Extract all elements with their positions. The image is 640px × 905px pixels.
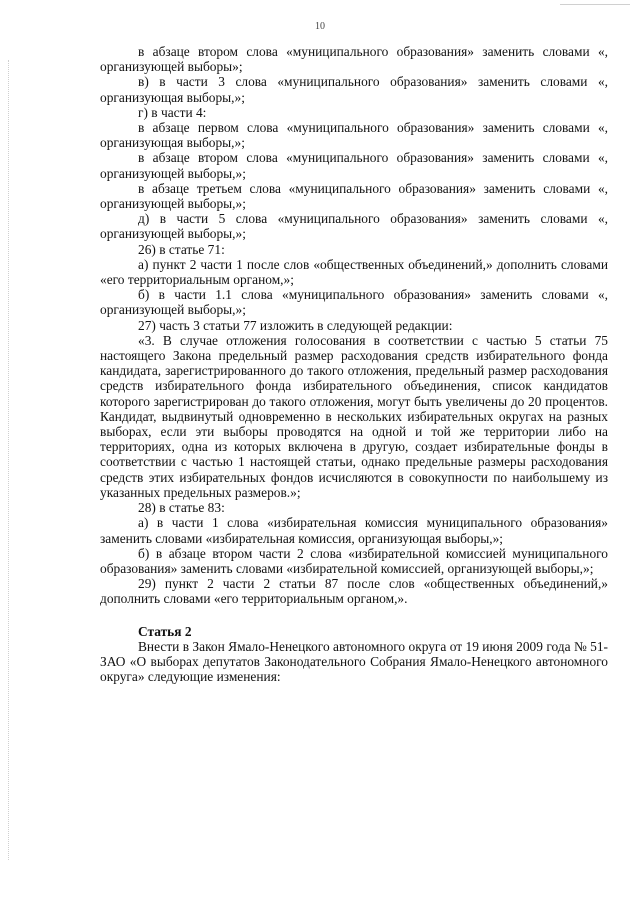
page-number: 10 xyxy=(315,21,325,32)
paragraph-8: 26) в статье 71: xyxy=(138,241,225,257)
paragraph-7: д) в части 5 слова «муниципального образования» заменить словами «, организующей выборы,»; xyxy=(100,211,608,242)
paragraph-14: а) в части 1 слова «избирательная комиссия муниципального образования» заменить словами «избирательная комиссия, организующая выборы,»; xyxy=(100,515,608,546)
article-heading: Статья 2 xyxy=(138,623,192,639)
paragraph-16: 29) пункт 2 части 2 статьи 87 после слов «общественных объединений,» дополнить словами «его территориальным органом,». xyxy=(100,576,608,607)
paragraph-10: б) в части 1.1 слова «муниципального образования» заменить словами «, организующей выборы,»; xyxy=(100,287,608,318)
paragraph-2: в) в части 3 слова «муниципального образования» заменить словами «, организующая выборы,»; xyxy=(100,74,608,105)
paragraph-13: 28) в статье 83: xyxy=(138,500,225,516)
paragraph-4: в абзаце первом слова «муниципального образования» заменить словами «, организующая выборы,»; xyxy=(100,120,608,151)
paragraph-12: «3. В случае отложения голосования в соответствии с частью 5 статьи 75 настоящего Закона предельный размер расходования средств избирательного фонда кандидата, зарегистрированного до такого отложения, предельный размер расходования средств избирательного фонда избирательного объединения, список кандидатов которого зарегистрирован до такого отложения, могут быть увеличены до 20 процентов. Кандидат, выдвинутый одновременно в нескольких избирательных округах на разных выборах, если эти выборы проводятся на одной и той же территории либо на территориях, одна из которых включена в другую, создает избирательные фонды в соответствии с частью 1 настоящей статьи, однако предельные размеры расходования средств этих избирательных фондов исчисляются в совокупности по наибольшему из указанных предельных размеров.»; xyxy=(100,332,608,500)
paragraph-3: г) в части 4: xyxy=(138,104,207,120)
paragraph-11: 27) часть 3 статьи 77 изложить в следующей редакции: xyxy=(138,317,453,333)
paragraph-1: в абзаце втором слова «муниципального образования» заменить словами «, организующей выборы»; xyxy=(100,44,608,75)
scan-top-mark xyxy=(560,4,630,5)
paragraph-15: б) в абзаце втором части 2 слова «избирательной комиссией муниципального образования» заменить словами «избирательной комиссией, организующей выборы,»; xyxy=(100,545,608,576)
article-text: Внести в Закон Ямало-Ненецкого автономного округа от 19 июня 2009 года № 51-ЗАО «О выборах депутатов Законодательного Собрания Ямало-Ненецкого автономного округа» следующие изменения: xyxy=(100,638,608,685)
paragraph-9: а) пункт 2 части 1 после слов «общественных объединений,» дополнить словами «его территориальным органом,»; xyxy=(100,256,608,288)
paragraph-6: в абзаце третьем слова «муниципального образования» заменить словами «, организующей выборы,»; xyxy=(100,180,608,212)
scan-left-edge xyxy=(8,60,10,860)
paragraph-5: в абзаце втором слова «муниципального образования» заменить словами «, организующей выборы,»; xyxy=(100,150,608,181)
document-body xyxy=(100,44,608,684)
